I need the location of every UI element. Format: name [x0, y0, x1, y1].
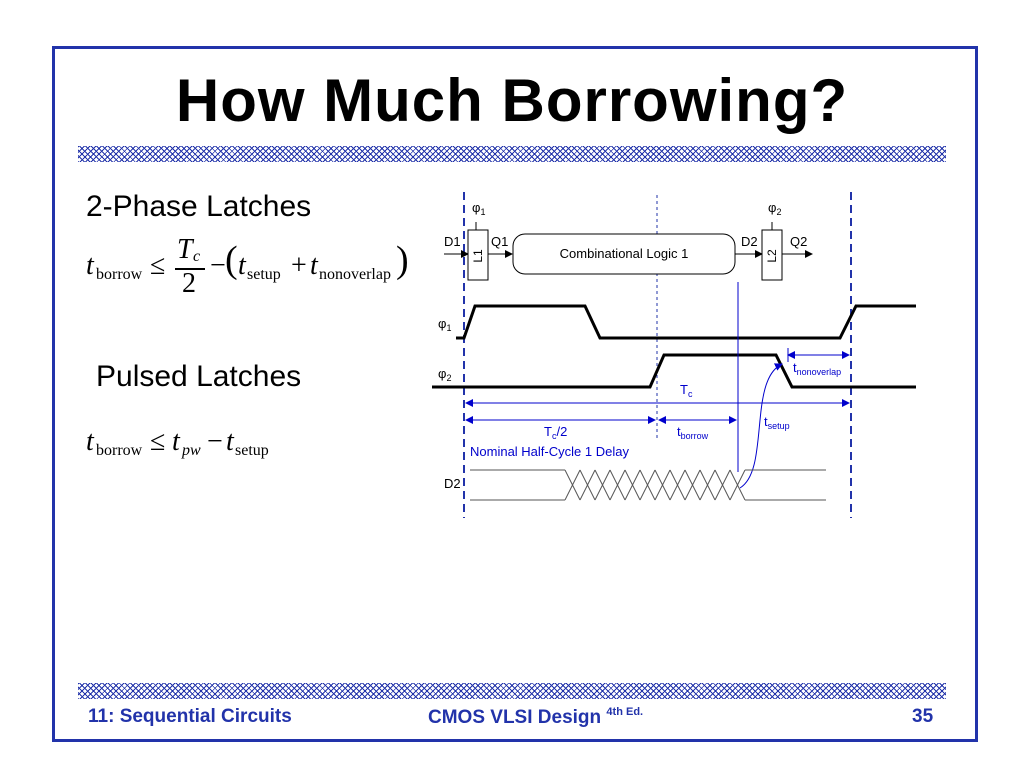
d2-waveform [470, 470, 826, 500]
tnonoverlap-label: $t_{nonoverlap}$ [793, 360, 842, 377]
phi2-label: $\varphi_2$ [438, 366, 452, 383]
phi1-label-top: $\varphi_1$ [472, 200, 486, 217]
d2-signal-label: D2 [444, 476, 461, 491]
footer-divider [78, 683, 946, 699]
phi1-label: $\varphi_1$ [438, 316, 452, 333]
footer-chapter: 11: Sequential Circuits [88, 706, 292, 727]
footer-page-number: 35 [912, 706, 934, 727]
tborrow-label: $t_{borrow}$ [677, 424, 709, 441]
slide-title: How Much Borrowing? [175, 67, 849, 134]
phi2-label-top: $\varphi_2$ [768, 200, 782, 217]
section2-heading: Pulsed Latches [96, 360, 302, 393]
tc-label: $T_c$ [680, 382, 693, 399]
nominal-delay-label: Nominal Half-Cycle 1 Delay [470, 444, 629, 459]
footer-edition: 4th Ed. [606, 706, 644, 718]
combinational-logic-label: Combinational Logic 1 [559, 246, 689, 261]
d1-label: D1 [444, 234, 461, 249]
phi2-waveform [432, 355, 916, 387]
q2-label: Q2 [790, 234, 808, 249]
section1-heading: 2-Phase Latches [86, 190, 312, 223]
latch-l2-label: L2 [765, 249, 779, 263]
latch-l1-label: L1 [471, 249, 485, 263]
phi1-waveform [456, 306, 916, 338]
tsetup-label: $t_{setup}$ [764, 414, 790, 431]
tc-half-label: $T_c/2$ [544, 424, 568, 441]
q1-label: Q1 [491, 234, 509, 249]
d2-label: D2 [741, 234, 758, 249]
equation-pulsed: t borrow ≤ t pw − t setup [86, 426, 269, 459]
footer-book-title: CMOS VLSI Design $^{4th Ed.}$ [428, 706, 644, 728]
equation-2phase: t borrow ≤ T c 2 − ( t setup + t nonoverlap ) [86, 234, 409, 299]
